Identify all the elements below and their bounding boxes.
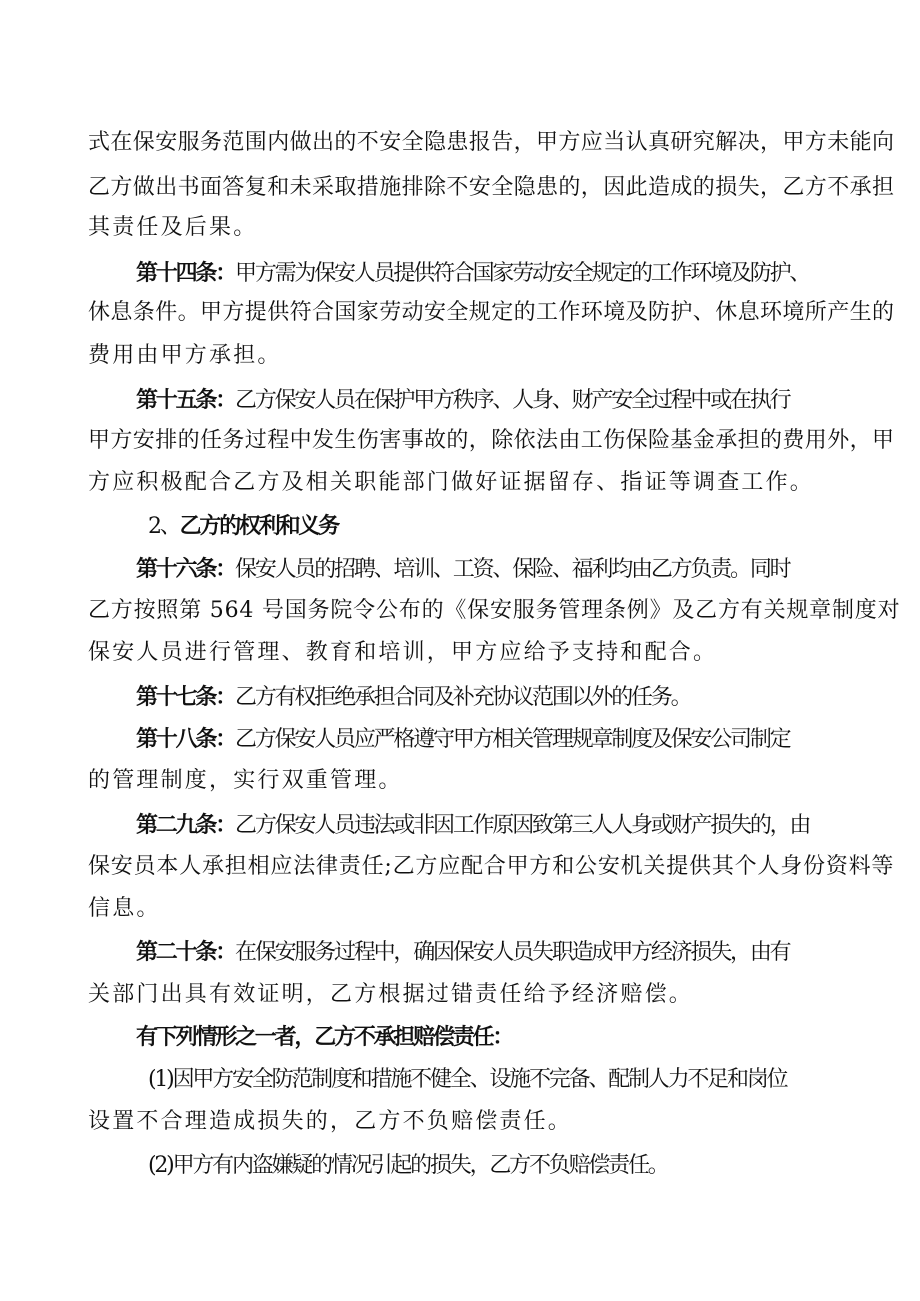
list-item-1: (1)因甲方安全防范制度和措施不健全、设施不完备、配制人力不足和岗位 — [148, 1067, 787, 1092]
section-title: 乙方的权利和义务 — [179, 513, 339, 539]
section-heading — [148, 511, 920, 542]
paragraph-line: 费用由甲方承担。 — [88, 343, 282, 368]
article-17-text: 乙方有权拒绝承担合同及补充协议范围以外的任务。 — [235, 685, 691, 710]
paragraph-line: 设置不合理造成损失的，乙方不负赔偿责任。 — [88, 1109, 573, 1134]
article-15-label: 第十五条： — [136, 387, 236, 413]
list-item-2: (2)甲方有内盗嫌疑的情况引起的损失，乙方不负赔偿责任。 — [148, 1153, 668, 1178]
paragraph-line: 甲方安排的任务过程中发生伤害事故的，除依法由工伤保险基金承担的费用外，甲 — [88, 428, 895, 453]
article-19-text: 乙方保安人员违法或非因工作原因致第三人人身或财产损失的，由 — [235, 813, 810, 838]
article-19-line — [136, 810, 916, 841]
article-14-line — [136, 258, 916, 289]
paragraph-line: 保安人员进行管理、教育和培训，甲方应给予支持和配合。 — [88, 640, 718, 665]
paragraph-line: 乙方做出书面答复和未采取措施排除不安全隐患的，因此造成的损失，乙方不承担 — [88, 175, 895, 200]
article-20-text: 在保安服务过程中，确因保安人员失职造成甲方经济损失，由有 — [235, 940, 790, 965]
article-20-line — [136, 937, 916, 968]
exemption-heading: 有下列情形之一者，乙方不承担赔偿责任： — [136, 1024, 513, 1050]
article-17-line — [136, 682, 916, 713]
paragraph-line: 关部门出具有效证明，乙方根据过错责任给予经济赔偿。 — [88, 982, 694, 1007]
paragraph-line: 乙方按照第 564 号国务院令公布的《保安服务管理条例》及乙方有关规章制度对 — [88, 598, 901, 623]
article-18-label: 第十八条： — [136, 726, 236, 752]
paragraph-line: 的管理制度，实行双重管理。 — [88, 768, 403, 793]
paragraph-line: 式在保安服务范围内做出的不安全隐患报告，甲方应当认真研究解决，甲方未能向 — [88, 130, 895, 155]
paragraph-line: 信息。 — [88, 896, 161, 921]
article-16-text: 保安人员的招聘、培训、工资、保险、福利均由乙方负责。同时 — [235, 557, 790, 582]
paragraph-line: 保安员本人承担相应法律责任;乙方应配合甲方和公安机关提供其个人身份资料等 — [88, 854, 895, 879]
article-15-text: 乙方保安人员在保护甲方秩序、人身、财产安全过程中或在执行 — [235, 388, 790, 413]
article-17-label: 第十七条： — [136, 684, 236, 710]
article-14-text: 甲方需为保安人员提供符合国家劳动安全规定的工作环境及防护、 — [235, 261, 810, 286]
article-19-label: 第二九条： — [136, 812, 236, 838]
article-18-text: 乙方保安人员应严格遵守甲方相关管理规章制度及保安公司制定 — [235, 727, 790, 752]
article-18-line — [136, 724, 916, 755]
article-16-label: 第十六条： — [136, 556, 236, 582]
article-16-line — [136, 554, 916, 585]
section-number: 2、 — [148, 514, 180, 539]
paragraph-line: 方应积极配合乙方及相关职能部门做好证据留存、指证等调查工作。 — [88, 470, 815, 495]
paragraph-line: 休息条件。甲方提供符合国家劳动安全规定的工作环境及防护、休息环境所产生的 — [88, 300, 895, 325]
article-20-label: 第二十条： — [136, 939, 236, 965]
article-14-label: 第十四条： — [136, 260, 236, 286]
article-15-line — [136, 385, 916, 416]
paragraph-line: 其责任及后果。 — [88, 215, 258, 240]
